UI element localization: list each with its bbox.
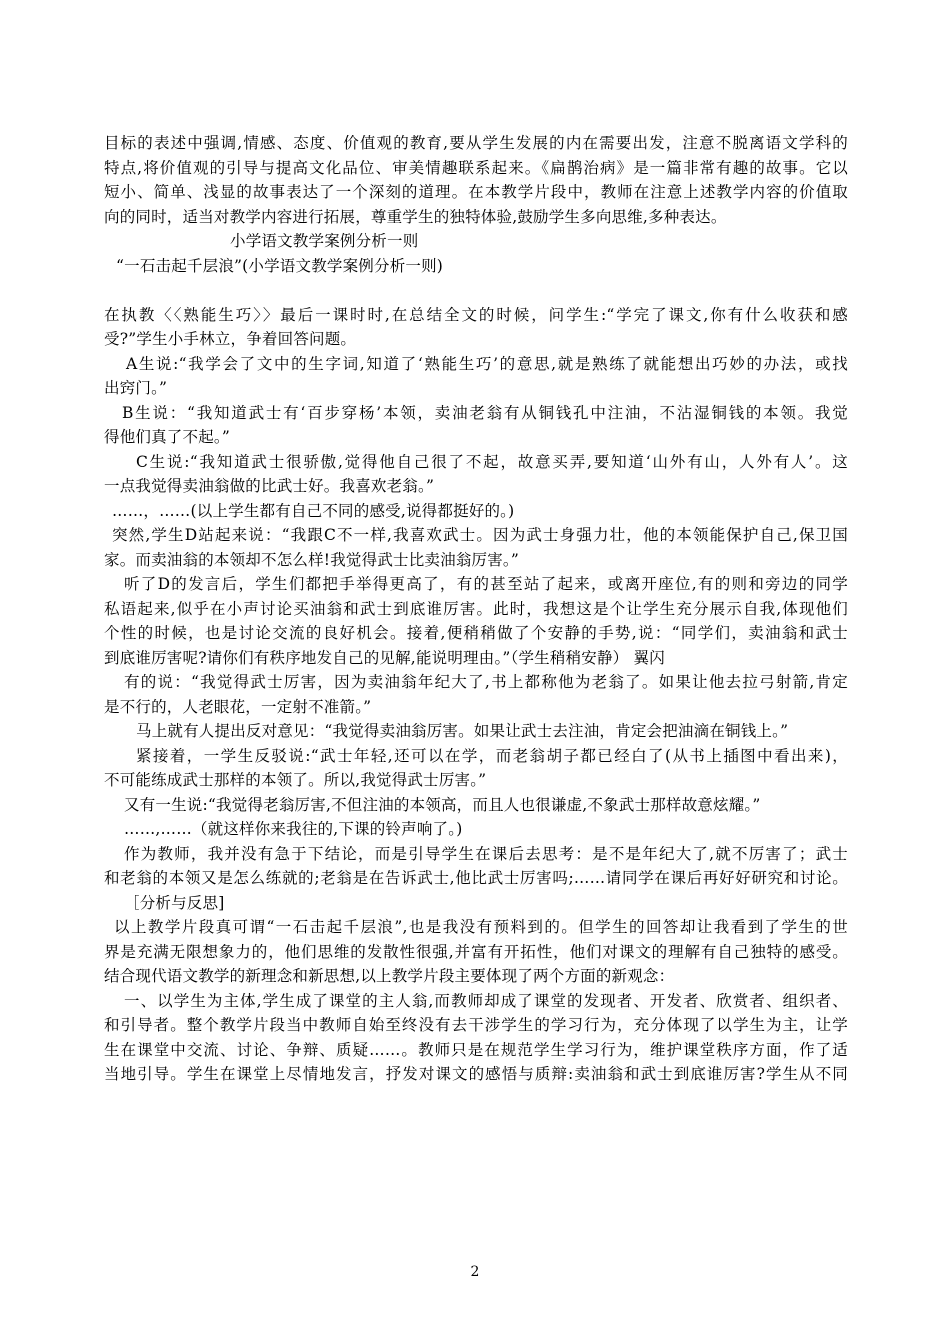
text-line: 和老翁的本领又是怎么练就的;老翁是在告诉武士,他比武士厉害吗;……请同学在课后再好好研究和讨论。	[104, 869, 848, 887]
text-line: 目标的表述中强调,情感、态度、价值观的教育,要从学生发展的内在需要出发，注意不脱离语文学科的	[104, 134, 848, 152]
text-line: 结合现代语文教学的新理念和新思想,以上教学片段主要体现了两个方面的新观念：	[104, 967, 675, 985]
text-line: 马上就有人提出反对意见：“我觉得卖油翁厉害。如果让武士去注油，肯定会把油滴在铜钱上。”	[136, 722, 789, 740]
document-body	[104, 131, 848, 1087]
text-line: 特点,将价值观的引导与提高文化品位、审美情趣联系起来。《扁鹊治病》是一篇非常有趣的故事。它以	[104, 158, 848, 177]
text-line: 界是充满无限想象力的，他们思维的发散性很强,并富有开拓性，他们对课文的理解有自己独特的感受。	[104, 942, 848, 961]
text-line: 是不行的，人老眼花，一定射不准箭。”	[104, 697, 372, 716]
text-line: ……，……(以上学生都有自己不同的感受,说得都挺好的。)	[112, 501, 515, 520]
text-line: 向的同时，适当对教学内容进行拓展，尊重学生的独特体验,鼓励学生多向思维,多种表达。	[104, 207, 727, 226]
text-line: A生说:“我学会了文中的生字词,知道了‘熟能生巧’的意思,就是熟练了就能想出巧妙的办法，或找	[126, 354, 848, 373]
text-line: 生在课堂中交流、讨论、争辩、质疑……。教师只是在规范学生学习行为，维护课堂秩序方面，作了适	[104, 1040, 848, 1059]
text-line: ……,……（就这样你来我往的,下课的铃声响了。)	[124, 820, 463, 838]
text-line: 得他们真了不起。”	[104, 428, 230, 446]
text-line: 一点我觉得卖油翁做的比武士好。我喜欢老翁。”	[104, 477, 435, 495]
text-line: 出窍门。”	[104, 379, 168, 397]
text-line: 突然,学生D站起来说：“我跟C不一样,我喜欢武士。因为武士身强力壮，他的本领能保护自己,保卫国	[112, 526, 848, 544]
page-number: 2	[470, 1264, 480, 1280]
text-line: 有的说：“我觉得武士厉害，因为卖油翁年纪大了,书上都称他为老翁了。如果让他去拉弓射箭,肯定	[124, 673, 848, 691]
text-line: 一、以学生为主体,学生成了课堂的主人翁,而教师却成了课堂的发现者、开发者、欣赏者、组织者、	[124, 991, 848, 1010]
text-line: C生说:“我知道武士很骄傲,觉得他自己很了不起，故意买弄,要知道‘山外有山，人外有人’。这	[136, 452, 848, 471]
article-title: “一石击起千层浪”(小学语文教学案例分析一则)	[116, 256, 444, 275]
text-line: 短小、简单、浅显的故事表达了一个深刻的道理。在本教学片段中，教师在注意上述教学内容的价值取	[104, 183, 848, 201]
text-line: 又有一生说:“我觉得老翁厉害,不但注油的本领高，而且人也很谦虚,不象武士那样故意炫耀。”	[124, 795, 761, 814]
text-line: 听了D的发言后，学生们都把手举得更高了，有的甚至站了起来，或离开座位,有的则和旁边的同学	[124, 575, 848, 593]
text-line: 当地引导。学生在课堂上尽情地发言，抒发对课文的感悟与质辩:卖油翁和武士到底谁厉害?学生从不同	[104, 1065, 848, 1083]
text-line: 受?”学生小手林立，争着回答问题。	[104, 330, 357, 348]
section-heading: ［分析与反思]	[124, 893, 225, 912]
text-line: 到底谁厉害呢?请你们有秩序地发自己的见解,能说明理由。”（学生稍稍安静） 翼闪	[104, 648, 665, 667]
text-line: 紧接着，一学生反驳说:“武士年轻,还可以在学，而老翁胡子都已经白了(从书上插图中看出来)，	[136, 746, 848, 765]
text-line: 以上教学片段真可谓“一石击起千层浪”,也是我没有预料到的。但学生的回答却让我看到了学生的世	[114, 918, 848, 936]
text-line: 个性的时候，也是讨论交流的良好机会。接着,便稍稍做了个安静的手势,说：“同学们，卖油翁和武士	[104, 624, 848, 642]
text-line: 不可能练成武士那样的本领了。所以,我觉得武士厉害。”	[104, 771, 487, 789]
text-line: 家。而卖油翁的本领却不怎么样!我觉得武士比卖油翁厉害。”	[104, 550, 520, 569]
text-line: B生说：“我知道武士有‘百步穿杨’本领，卖油老翁有从铜钱孔中注油，不沾湿铜钱的本领。我觉	[122, 403, 848, 422]
section-title: 小学语文教学案例分析一则	[230, 232, 419, 250]
text-line: 私语起来,似乎在小声讨论买油翁和武士到底谁厉害。此时，我想这是个让学生充分展示自我,体现他们	[104, 599, 848, 618]
text-line: 作为教师，我并没有急于下结论，而是引导学生在课后去思考：是不是年纪大了,就不厉害了；武士	[124, 844, 848, 863]
blank-line	[104, 278, 848, 303]
text-line: 和引导者。整个教学片段当中教师自始至终没有去干涉学生的学习行为，充分体现了以学生为主，让学	[104, 1016, 848, 1034]
text-line: 在执教〈〈熟能生巧〉〉最后一课时时,在总结全文的时候，问学生:“学完了课文,你有什么收获和感	[104, 305, 848, 324]
